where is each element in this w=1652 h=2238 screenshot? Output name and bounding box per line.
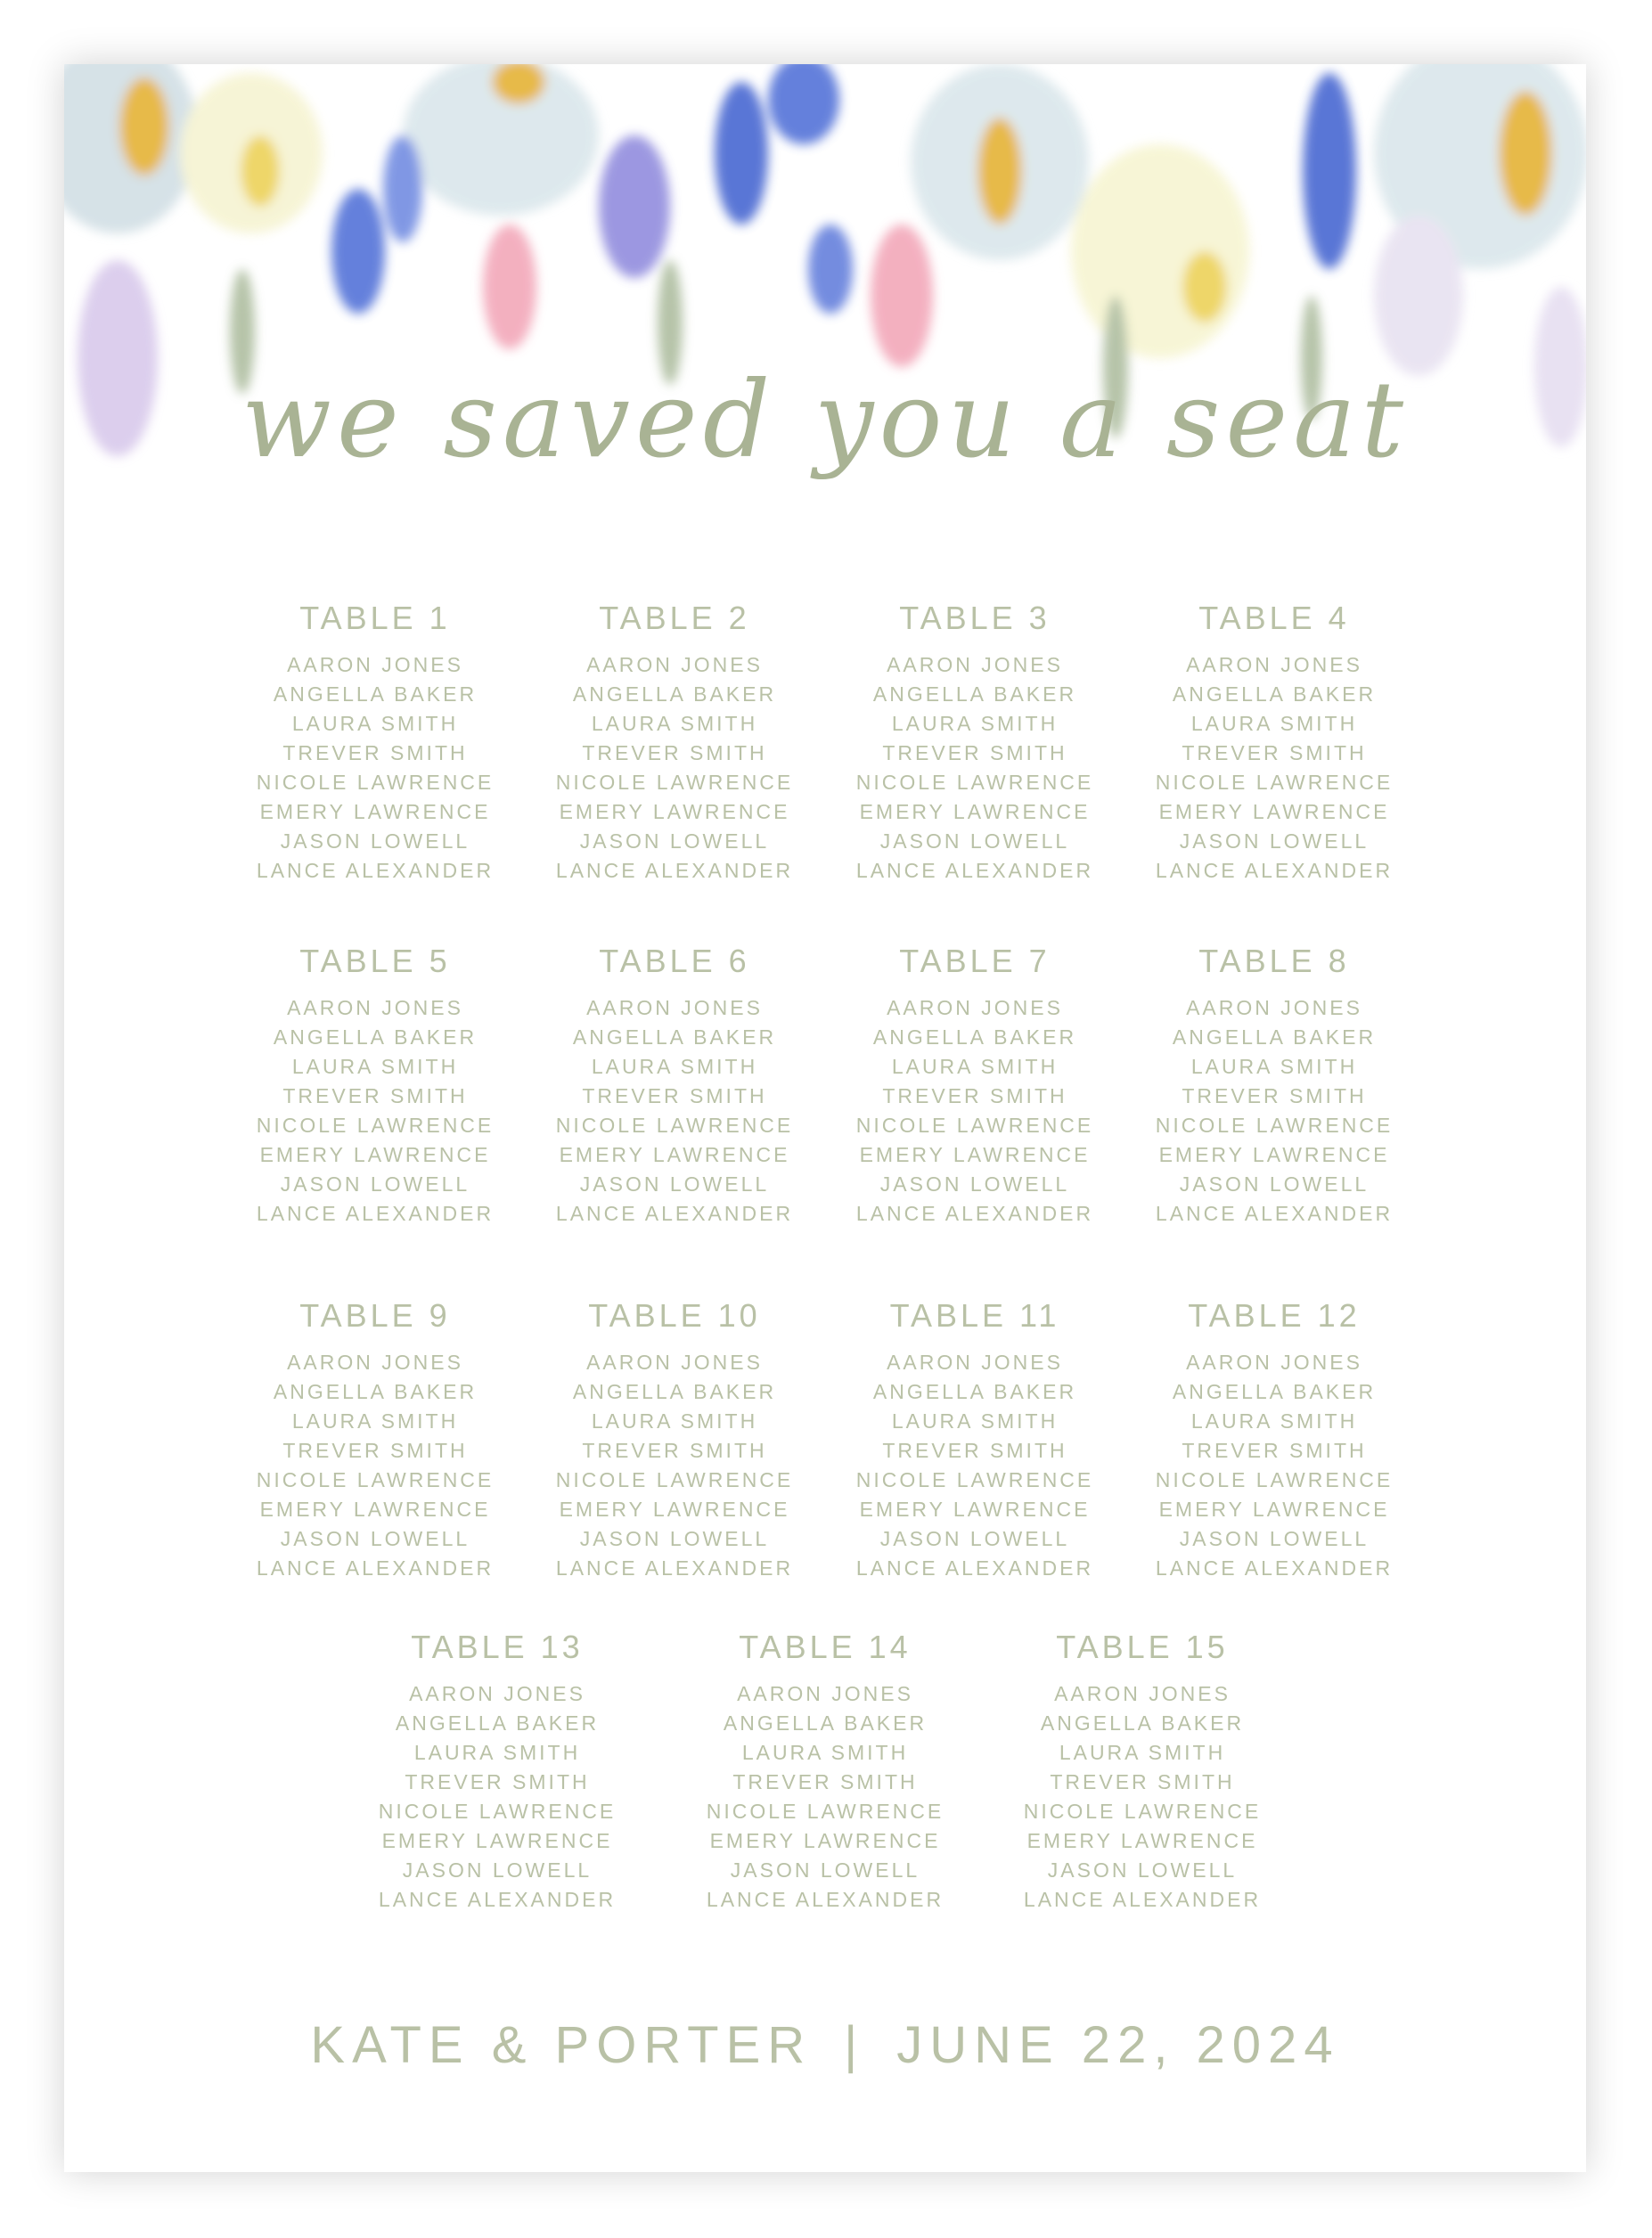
guest-name: AARON JONES — [287, 1351, 463, 1374]
guest-name: JASON LOWELL — [579, 1172, 770, 1196]
table-label: TABLE 6 — [599, 943, 750, 979]
guest-name: EMERY LAWRENCE — [259, 1498, 491, 1521]
table-block — [1132, 1296, 1417, 1583]
guest-name: EMERY LAWRENCE — [1158, 800, 1390, 823]
table-block — [355, 1628, 640, 1915]
table-block — [832, 942, 1117, 1229]
guest-name: TREVER SMITH — [882, 1439, 1067, 1462]
guest-name: NICOLE LAWRENCE — [855, 1468, 1094, 1491]
guest-name: JASON LOWELL — [1179, 1527, 1370, 1550]
table-label: TABLE 10 — [588, 1297, 761, 1334]
guest-name: ANGELLA BAKER — [872, 682, 1077, 706]
table-block — [832, 1296, 1117, 1583]
guest-name: LANCE ALEXANDER — [706, 1888, 945, 1911]
guest-name: NICOLE LAWRENCE — [855, 1114, 1094, 1137]
table-block — [1000, 1628, 1285, 1915]
couple-names: KATE & PORTER — [310, 2016, 813, 2074]
guest-name: AARON JONES — [287, 653, 463, 676]
guest-name: ANGELLA BAKER — [273, 1025, 478, 1049]
guest-name: NICOLE LAWRENCE — [1155, 1114, 1394, 1137]
wedding-date: JUNE 22, 2024 — [896, 2016, 1340, 2074]
guest-name: JASON LOWELL — [879, 829, 1070, 853]
guest-name: JASON LOWELL — [402, 1858, 593, 1882]
table-label: TABLE 9 — [299, 1297, 451, 1334]
guest-name: LAURA SMITH — [1190, 1055, 1358, 1078]
guest-name: LANCE ALEXANDER — [855, 1202, 1094, 1225]
guest-name: ANGELLA BAKER — [872, 1025, 1077, 1049]
table-block — [683, 1628, 968, 1915]
guest-name: ANGELLA BAKER — [1172, 1025, 1377, 1049]
guest-name: LANCE ALEXANDER — [555, 1202, 794, 1225]
table-label: TABLE 15 — [1056, 1629, 1229, 1665]
guest-name: NICOLE LAWRENCE — [256, 1468, 495, 1491]
table-label: TABLE 3 — [899, 600, 1051, 636]
guest-name: EMERY LAWRENCE — [259, 1143, 491, 1166]
guest-name: LANCE ALEXANDER — [1155, 1202, 1394, 1225]
guest-name: LANCE ALEXANDER — [1155, 1556, 1394, 1580]
guest-name: AARON JONES — [409, 1682, 585, 1705]
guest-name: JASON LOWELL — [879, 1527, 1070, 1550]
table-label: TABLE 14 — [739, 1629, 912, 1665]
guest-name: LANCE ALEXANDER — [256, 1202, 495, 1225]
guest-name: AARON JONES — [1186, 996, 1362, 1019]
table-label: TABLE 7 — [899, 943, 1051, 979]
guest-name: LAURA SMITH — [591, 1055, 758, 1078]
guest-name: JASON LOWELL — [280, 829, 470, 853]
guest-name: AARON JONES — [887, 996, 1063, 1019]
table-block — [233, 1296, 518, 1583]
guest-name: TREVER SMITH — [282, 1439, 468, 1462]
guest-name: TREVER SMITH — [1182, 1084, 1367, 1107]
guest-name: EMERY LAWRENCE — [559, 1143, 790, 1166]
guest-name: LAURA SMITH — [1190, 1409, 1358, 1433]
guest-name: ANGELLA BAKER — [1040, 1711, 1245, 1735]
table-label: TABLE 5 — [299, 943, 451, 979]
guest-name: AARON JONES — [737, 1682, 913, 1705]
table-label: TABLE 8 — [1198, 943, 1350, 979]
guest-name: EMERY LAWRENCE — [1158, 1143, 1390, 1166]
table-block — [1132, 599, 1417, 886]
guest-name: NICOLE LAWRENCE — [706, 1800, 945, 1823]
guest-name: EMERY LAWRENCE — [381, 1829, 613, 1852]
guest-name: JASON LOWELL — [280, 1527, 470, 1550]
guest-name: TREVER SMITH — [882, 1084, 1067, 1107]
guest-name: EMERY LAWRENCE — [259, 800, 491, 823]
table-block — [1132, 942, 1417, 1229]
guest-name: TREVER SMITH — [1182, 741, 1367, 764]
guest-name: EMERY LAWRENCE — [559, 800, 790, 823]
guest-name: ANGELLA BAKER — [273, 682, 478, 706]
guest-name: LANCE ALEXANDER — [855, 1556, 1094, 1580]
guest-name: AARON JONES — [586, 1351, 763, 1374]
table-block — [532, 1296, 817, 1583]
guest-name: NICOLE LAWRENCE — [555, 1468, 794, 1491]
guest-name: ANGELLA BAKER — [572, 1025, 777, 1049]
guest-name: EMERY LAWRENCE — [859, 1143, 1091, 1166]
table-label: TABLE 11 — [889, 1297, 1060, 1334]
table-block — [233, 599, 518, 886]
guest-name: LAURA SMITH — [741, 1741, 909, 1764]
guest-name: AARON JONES — [887, 653, 1063, 676]
guest-name: EMERY LAWRENCE — [1026, 1829, 1258, 1852]
guest-name: TREVER SMITH — [282, 741, 468, 764]
guest-name: AARON JONES — [1186, 653, 1362, 676]
guest-name: TREVER SMITH — [582, 1084, 767, 1107]
guest-name: TREVER SMITH — [732, 1770, 918, 1793]
tables-grid — [64, 64, 1586, 2172]
guest-name: LANCE ALEXANDER — [855, 859, 1094, 882]
guest-name: LAURA SMITH — [1059, 1741, 1226, 1764]
guest-name: NICOLE LAWRENCE — [378, 1800, 617, 1823]
guest-name: NICOLE LAWRENCE — [855, 771, 1094, 794]
guest-name: EMERY LAWRENCE — [559, 1498, 790, 1521]
table-block — [532, 942, 817, 1229]
guest-name: JASON LOWELL — [730, 1858, 920, 1882]
guest-name: LAURA SMITH — [413, 1741, 581, 1764]
guest-name: LAURA SMITH — [291, 1409, 459, 1433]
guest-name: ANGELLA BAKER — [572, 1380, 777, 1403]
guest-name: TREVER SMITH — [1182, 1439, 1367, 1462]
table-block — [233, 942, 518, 1229]
guest-name: JASON LOWELL — [280, 1172, 470, 1196]
footer-separator: | — [844, 2016, 865, 2074]
guest-name: TREVER SMITH — [1050, 1770, 1235, 1793]
table-label: TABLE 2 — [599, 600, 750, 636]
guest-name: LAURA SMITH — [891, 712, 1059, 735]
guest-name: NICOLE LAWRENCE — [555, 1114, 794, 1137]
guest-name: ANGELLA BAKER — [723, 1711, 928, 1735]
guest-name: AARON JONES — [887, 1351, 1063, 1374]
guest-name: LAURA SMITH — [891, 1409, 1059, 1433]
guest-name: ANGELLA BAKER — [273, 1380, 478, 1403]
seating-chart-card — [64, 64, 1586, 2172]
guest-name: LANCE ALEXANDER — [256, 1556, 495, 1580]
guest-name: LAURA SMITH — [591, 1409, 758, 1433]
guest-name: LAURA SMITH — [591, 712, 758, 735]
guest-name: ANGELLA BAKER — [1172, 1380, 1377, 1403]
table-block — [832, 599, 1117, 886]
table-label: TABLE 12 — [1188, 1297, 1361, 1334]
guest-name: JASON LOWELL — [1179, 1172, 1370, 1196]
guest-name: TREVER SMITH — [282, 1084, 468, 1107]
table-label: TABLE 4 — [1198, 600, 1350, 636]
table-label: TABLE 1 — [299, 600, 451, 636]
guest-name: JASON LOWELL — [1179, 829, 1370, 853]
guest-name: EMERY LAWRENCE — [859, 1498, 1091, 1521]
guest-name: EMERY LAWRENCE — [1158, 1498, 1390, 1521]
guest-name: AARON JONES — [586, 653, 763, 676]
guest-name: NICOLE LAWRENCE — [1155, 771, 1394, 794]
guest-name: NICOLE LAWRENCE — [555, 771, 794, 794]
table-block — [532, 599, 817, 886]
footer — [64, 2015, 1586, 2075]
guest-name: JASON LOWELL — [579, 829, 770, 853]
script-heading: we saved you a seat — [241, 358, 1410, 481]
guest-name: LAURA SMITH — [291, 1055, 459, 1078]
guest-name: LANCE ALEXANDER — [378, 1888, 617, 1911]
guest-name: TREVER SMITH — [582, 1439, 767, 1462]
guest-name: LANCE ALEXANDER — [256, 859, 495, 882]
guest-name: AARON JONES — [287, 996, 463, 1019]
guest-name: ANGELLA BAKER — [1172, 682, 1377, 706]
guest-name: LANCE ALEXANDER — [1023, 1888, 1262, 1911]
table-label: TABLE 13 — [411, 1629, 584, 1665]
guest-name: LANCE ALEXANDER — [555, 859, 794, 882]
guest-name: EMERY LAWRENCE — [859, 800, 1091, 823]
guest-name: TREVER SMITH — [582, 741, 767, 764]
guest-name: AARON JONES — [1186, 1351, 1362, 1374]
guest-name: ANGELLA BAKER — [872, 1380, 1077, 1403]
guest-name: LANCE ALEXANDER — [555, 1556, 794, 1580]
guest-name: LAURA SMITH — [891, 1055, 1059, 1078]
guest-name: JASON LOWELL — [879, 1172, 1070, 1196]
guest-name: LAURA SMITH — [291, 712, 459, 735]
guest-name: EMERY LAWRENCE — [709, 1829, 941, 1852]
guest-name: ANGELLA BAKER — [572, 682, 777, 706]
guest-name: JASON LOWELL — [1047, 1858, 1238, 1882]
guest-name: LANCE ALEXANDER — [1155, 859, 1394, 882]
guest-name: AARON JONES — [1054, 1682, 1231, 1705]
guest-name: TREVER SMITH — [882, 741, 1067, 764]
guest-name: TREVER SMITH — [405, 1770, 590, 1793]
guest-name: LAURA SMITH — [1190, 712, 1358, 735]
guest-name: JASON LOWELL — [579, 1527, 770, 1550]
guest-name: NICOLE LAWRENCE — [256, 1114, 495, 1137]
guest-name: NICOLE LAWRENCE — [1155, 1468, 1394, 1491]
guest-name: AARON JONES — [586, 996, 763, 1019]
guest-name: ANGELLA BAKER — [395, 1711, 600, 1735]
guest-name: NICOLE LAWRENCE — [256, 771, 495, 794]
guest-name: NICOLE LAWRENCE — [1023, 1800, 1262, 1823]
